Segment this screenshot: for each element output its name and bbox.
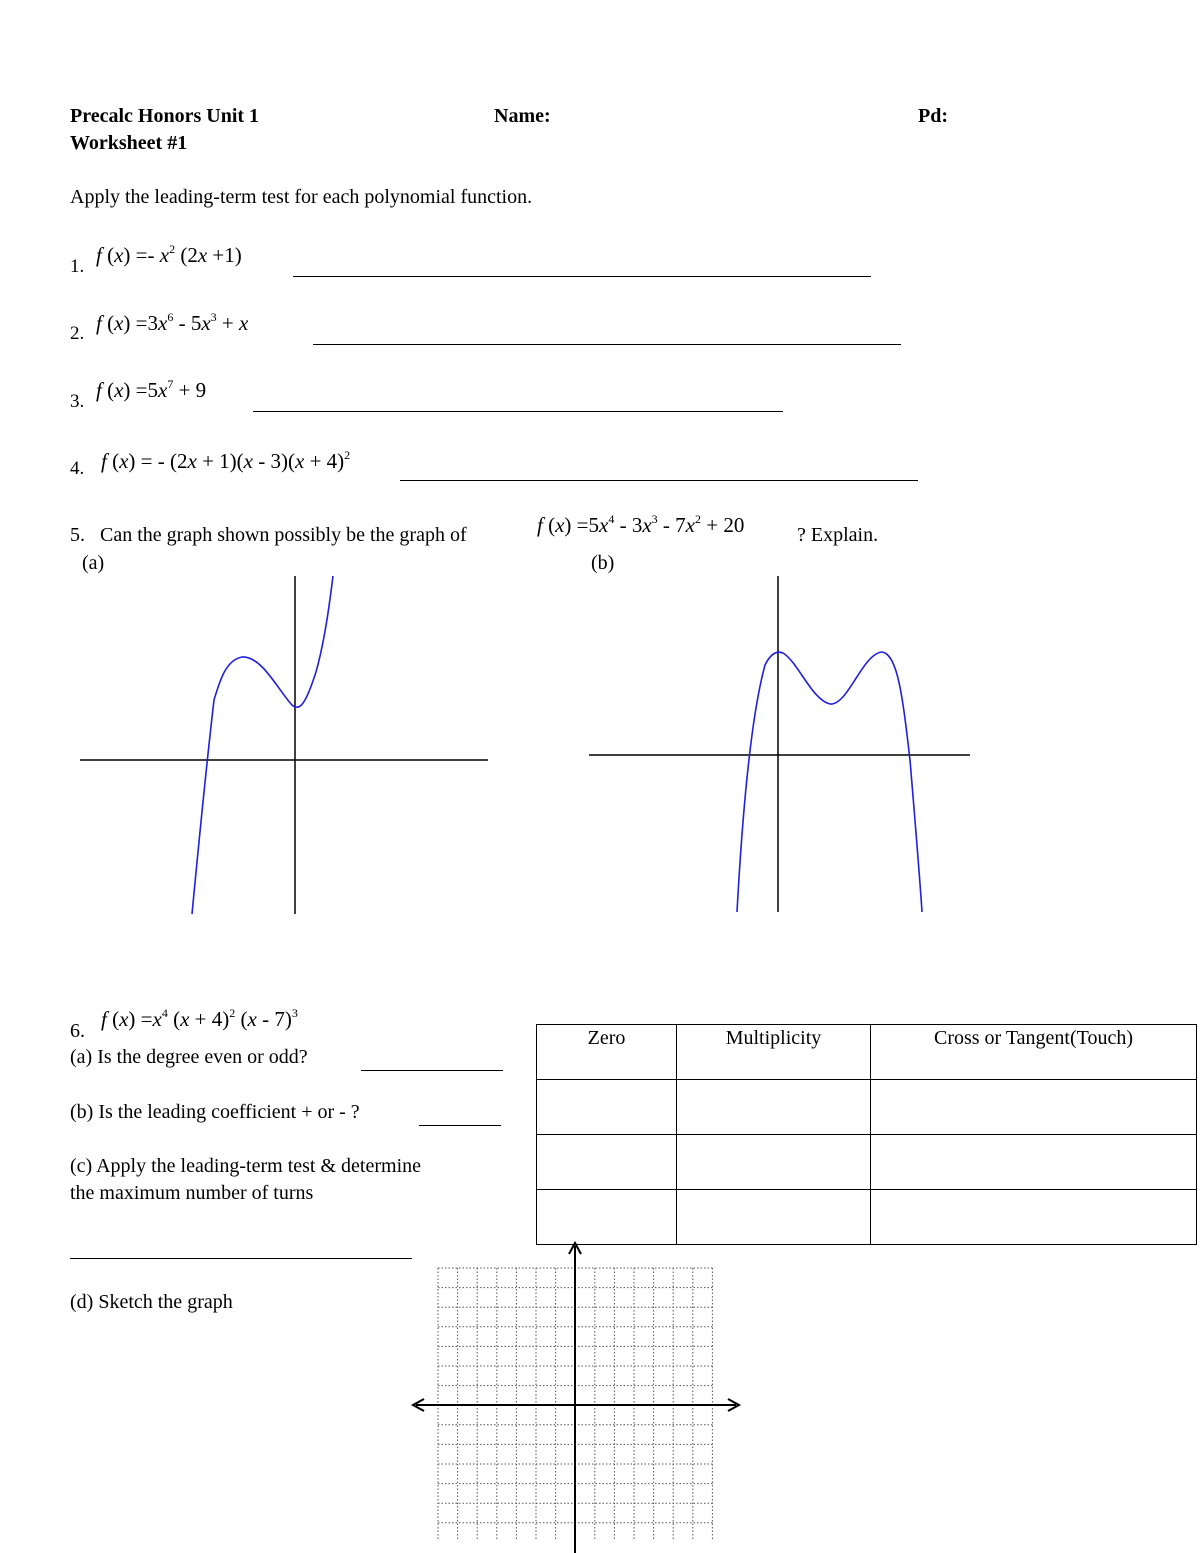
- period-label: Pd:: [918, 105, 948, 127]
- graph-a-label: (a): [82, 552, 105, 574]
- problem-3-number: 3.: [70, 391, 85, 412]
- problem-2-number: 2.: [70, 323, 85, 344]
- worksheet-title: Worksheet #1: [70, 132, 188, 154]
- header-zero: Zero: [537, 1025, 677, 1080]
- graph-b-label: (b): [591, 552, 615, 574]
- part-a-question: (a) Is the degree even or odd?: [70, 1046, 308, 1068]
- name-label: Name:: [494, 105, 551, 127]
- problem-5-question: Can the graph shown possibly be the graph of: [100, 524, 467, 546]
- problem-5-number: 5.: [70, 524, 85, 546]
- problem-5-explain: ? Explain.: [797, 524, 879, 546]
- problem-2-expression: f $(x) =3x^6 - 5x^3 + x$: [96, 310, 249, 335]
- problem-6-expression: f $(x) =x^4$ $(x + 4)^2$ (x - 7)$^3$: [101, 1006, 298, 1031]
- course-title: Precalc Honors Unit 1: [70, 105, 260, 127]
- problem-1-expression: f $(x) =- x^2$ (2x +1): [96, 242, 242, 267]
- part-d-label: (d) Sketch the graph: [70, 1291, 233, 1313]
- part-c-question-line1: (c) Apply the leading-term test & determine: [70, 1155, 421, 1177]
- problem-6-number: 6.: [70, 1020, 85, 1042]
- problem-4-number: 4.: [70, 458, 85, 479]
- instructions: Apply the leading-term test for each polynomial function.: [70, 186, 533, 208]
- header-cross-or-tangent: Cross or Tangent(Touch): [871, 1025, 1197, 1080]
- header-multiplicity: Multiplicity: [677, 1025, 871, 1080]
- part-b-question: (b) Is the leading coefficient + or - ?: [70, 1101, 360, 1123]
- problem-3-expression: f $(x) =5x^7 + 9$: [96, 377, 207, 402]
- problem-5-expression: f $(x) =5x^4 - 3x^3 - 7x^2 + 20$: [537, 512, 745, 537]
- problem-4-expression: f (x) = - $(2x + 1)(x - 3)(x + 4)^2$: [101, 448, 351, 473]
- part-c-question-line2: the maximum number of turns: [70, 1182, 314, 1204]
- problem-1-number: 1.: [70, 256, 85, 277]
